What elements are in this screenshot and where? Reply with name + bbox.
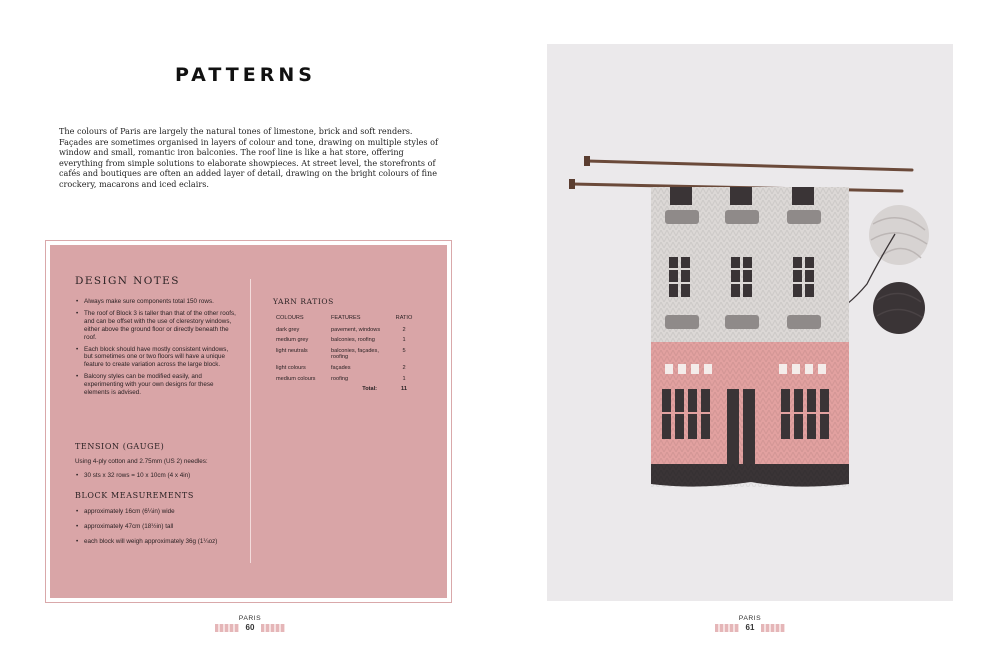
design-notes-heading: DESIGN NOTES (75, 275, 180, 287)
total-label: Total: (362, 386, 377, 393)
design-notes-panel (50, 245, 447, 598)
ribbon-decoration (761, 624, 785, 632)
total-value: 11 (401, 386, 407, 393)
table-cell: balconies, façades, roofing (331, 347, 379, 361)
table-row (276, 327, 415, 338)
list-item: • each block will weigh approximately 36g (1¼oz) (76, 538, 236, 546)
table-cell: light neutrals (276, 347, 308, 354)
design-notes-list (76, 298, 236, 401)
table-cell: 2 (402, 364, 406, 371)
yarn-ball-light (869, 205, 929, 265)
table-cell: 1 (402, 337, 406, 344)
list-item: • 30 sts x 32 rows = 10 x 10cm (4 x 4in) (76, 472, 236, 480)
column-header: FEATURES (331, 315, 361, 321)
yarn-ratios-table (276, 315, 415, 397)
list-item: • approximately 47cm (18½in) tall (76, 523, 236, 531)
yarn-ratios-heading: YARN RATIOS (273, 297, 334, 306)
needle-upper (587, 161, 912, 170)
knitted-swatch-illustration (547, 44, 953, 601)
tension-text: Using 4-ply cotton and 2.75mm (US 2) needles: (75, 458, 208, 465)
ribbon-decoration (215, 624, 239, 632)
table-cell: dark grey (276, 326, 300, 333)
right-page (500, 0, 999, 645)
table-cell: 5 (402, 347, 406, 354)
table-cell: roofing (331, 375, 349, 382)
knitting-photo (547, 44, 953, 601)
footer-section: PARIS (738, 615, 762, 622)
table-row (276, 348, 415, 365)
block-measurements-heading: BLOCK MEASUREMENTS (75, 491, 194, 500)
page-footer-right (700, 615, 800, 632)
table-cell: light colours (276, 364, 306, 371)
block-measurements-list (76, 508, 236, 550)
ribbon-decoration (261, 624, 285, 632)
yarn-ball-dark (873, 282, 925, 334)
table-cell: façades (331, 364, 351, 371)
page-footer-left (200, 615, 300, 632)
page-number: 61 (745, 623, 755, 632)
list-item: • The roof of Block 3 is taller than that of the other roofs, and can be offset with the use of clerestory windows, either above the ground floor or directly beneath the roof. (76, 310, 236, 342)
table-cell: 2 (402, 326, 406, 333)
table-row (276, 337, 415, 348)
page-title: PATTERNS (175, 64, 316, 86)
table-row (276, 376, 415, 387)
table-row (276, 365, 415, 376)
table-cell: pavement, windows (331, 326, 381, 333)
list-item: • approximately 16cm (6¼in) wide (76, 508, 236, 516)
table-cell: medium colours (276, 375, 316, 382)
page-number: 60 (245, 623, 255, 632)
footer-section: PARIS (238, 615, 262, 622)
design-notes-card (45, 240, 452, 603)
intro-paragraph: The colours of Paris are largely the natural tones of limestone, brick and soft renders. Façades are sometimes organised in layers of colour and tone, drawing on multiple styles of window and small, romantic iron balconies. The roof line is like a hat store, offering everything from simple solutions to elaborate showpieces. At street level, the storefronts of cafés and boutiques are often an added layer of detail, drawing on the bright colours of fine crockery, macarons and iced eclairs. (59, 126, 438, 189)
list-item: • Each block should have mostly consistent windows, but sometimes one or two floors will have a unique feature to create variation across the large block. (76, 346, 236, 370)
table-header-row (276, 315, 415, 327)
ribbon-decoration (715, 624, 739, 632)
tension-heading: TENSION (GAUGE) (75, 442, 165, 451)
table-total-row (276, 386, 415, 397)
table-cell: balconies, roofing (331, 337, 375, 344)
column-header: COLOURS (276, 315, 304, 321)
list-item: • Always make sure components total 150 rows. (76, 298, 236, 306)
table-cell: medium grey (276, 337, 309, 344)
column-divider (250, 279, 251, 563)
table-cell: 1 (402, 375, 406, 382)
tension-list (76, 472, 236, 484)
list-item: • Balcony styles can be modified easily, and experimenting with your own designs for these elements is advised. (76, 373, 236, 397)
column-header: RATIO (395, 315, 413, 321)
